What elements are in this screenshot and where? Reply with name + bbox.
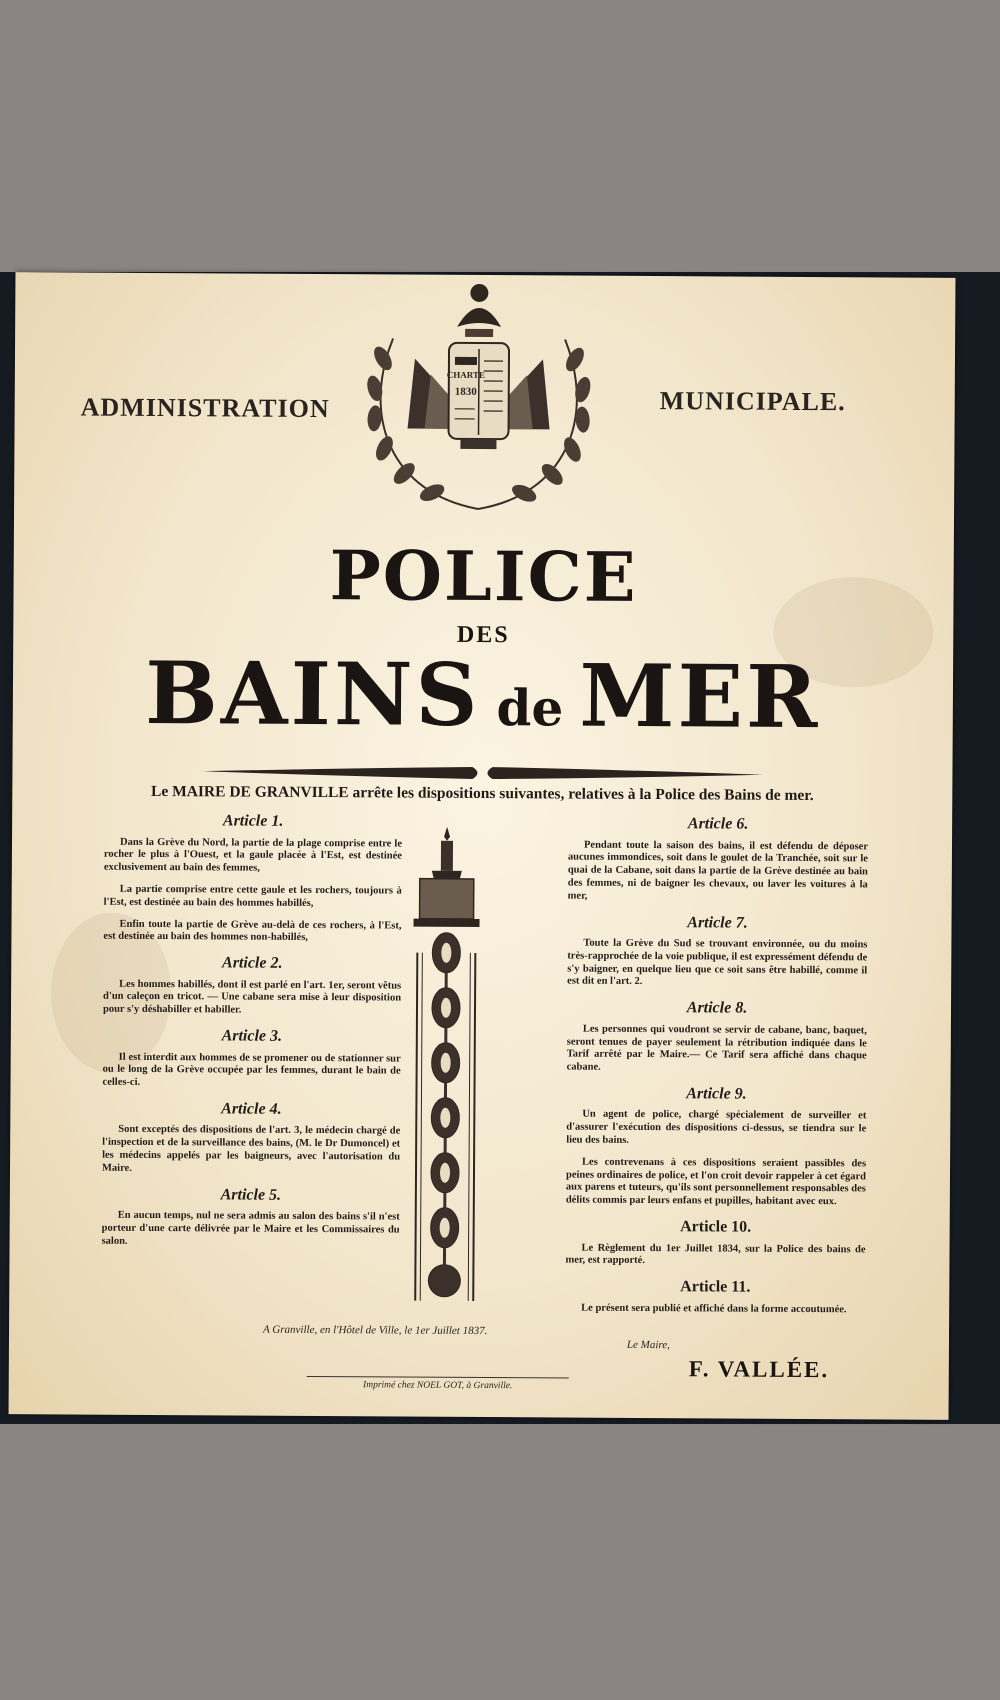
article-text: Enfin toute la partie de Grève au-delà de ces rochers, à l'Est, est destinée au bain des hommes non-habillés, (103, 918, 402, 944)
article-text: Un agent de police, chargé spécialement de surveiller et d'assurer l'exécution des dispositions ci-dessus, se tiendra sur le lieu des bains. (566, 1109, 867, 1146)
title-bains-de-mer (13, 642, 954, 749)
article-3 (103, 1026, 401, 1092)
title-mer: MER (579, 645, 821, 749)
article-title: Article 3. (221, 1027, 283, 1045)
printer-credit: Imprimé chez NOEL GOT, à Granville. (363, 1380, 513, 1392)
article-text: Le Règlement du 1er Juillet 1834, sur la Police des bains de mer, est rapporté. (565, 1242, 866, 1267)
title-des: DES (456, 621, 510, 649)
article-2 (103, 953, 401, 1019)
article-text: Les personnes qui voudront se servir de cabane, banc, baquet, seront tenues de payer seulement la rétribution indiquée dans le Tarif arrêté par le Maire.— Ce Tarif sera affiché dans chaque cabane. (566, 1023, 867, 1073)
article-8 (567, 998, 867, 1077)
article-text: Il est interdit aux hommes de se promener ou de stationner sur ou le long de la Grève occupée par les femmes, durant le bain de celles-ci. (102, 1051, 401, 1089)
article-text: Les hommes habillés, dont il est parlé en l'art. 1er, seront vêtus d'un caleçon en tricot. — Une cabane sera mise à leur disposition pour s'y déshabiller et habiller. (102, 978, 402, 1016)
intro-text: Le MAIRE DE GRANVILLE arrête les dispositions suivantes, relatives à la Police des Bains de mer. (150, 782, 814, 805)
header-right: MUNICIPALE. (659, 386, 846, 417)
column-ornament-icon (407, 823, 484, 1303)
article-title: Article 7. (687, 913, 748, 932)
article-text: Dans la Grève du Nord, la partie de la plage comprise entre le rocher le plus à l'Ouest, et la gaule placée à l'Est, est destinée exclusivement au bain des femmes, (103, 836, 403, 874)
article-title: Article 10. (680, 1218, 752, 1236)
article-text: En aucun temps, nul ne sera admis au salon des bains s'il n'est porteur d'une carte délivrée par le Maire et les Commissaires du salon. (101, 1209, 400, 1247)
article-text: La partie comprise entre cette gaule et les rochers, toujours à l'Est, est destinée au bain des hommes habillés, (103, 883, 402, 909)
crest-tablet-text: CHARTE (446, 369, 486, 381)
article-title: Article 11. (680, 1278, 751, 1296)
article-9 (566, 1083, 867, 1209)
poster (9, 272, 956, 1420)
article-5 (102, 1184, 400, 1250)
left-column (101, 807, 402, 1259)
signature: F. VALLÉE. (688, 1356, 830, 1383)
article-1 (103, 811, 402, 946)
article-11 (565, 1277, 865, 1317)
article-title: Article 4. (221, 1100, 282, 1118)
article-7 (567, 912, 867, 991)
article-10 (565, 1217, 865, 1270)
title-police: POLICE (329, 536, 638, 618)
right-column (565, 810, 868, 1326)
article-text: Les contrevenans à ces dispositions seraient passibles des peines ordinaires de police, et l'on croit devoir rappeler à cet égard aux parens et tuteurs, qu'ils sont personnellement responsables des délits commis par leurs enfans et pupilles, habitant avec eux. (565, 1156, 867, 1208)
header-left: ADMINISTRATION (80, 392, 330, 424)
title-bains: BAINS (144, 642, 481, 746)
article-title: Article 5. (220, 1186, 282, 1204)
article-6 (568, 814, 869, 905)
article-title: Article 9. (686, 1085, 747, 1103)
article-4 (102, 1099, 400, 1178)
place-and-date: A Granville, en l'Hôtel de Ville, le 1er Juillet 1837. (263, 1323, 488, 1338)
article-title: Article 1. (222, 812, 284, 830)
crest-emblem (352, 278, 605, 520)
title-de: de (496, 678, 564, 738)
article-title: Article 8. (686, 999, 748, 1017)
article-text: Le présent sera publié et affiché dans la forme accoutumée. (581, 1302, 847, 1315)
ornamental-divider (202, 761, 762, 784)
article-text: Toute la Grève du Sud se trouvant environnée, ou du moins très-rapprochée de la voie publique, il est expressément défendu de s'y baigner, en quelque lieu que ce soit sans être habillé, comme il est dit en l'art. 2. (567, 937, 868, 988)
article-title: Article 2. (222, 954, 283, 972)
article-text: Pendant toute la saison des bains, il est défendu de déposer aucunes immondices, soit dans le goulet de la Tranchée, soit sur le quai de la Cabane, soit dans la partie de la Grève destinée au bain des femmes, ni de baigner les chevaux, ou laver les voitures à la mer, (567, 839, 869, 902)
article-title: Article 6. (687, 815, 749, 833)
printer-rule (307, 1376, 569, 1379)
article-text: Sont exceptés des dispositions de l'art. 3, le médecin chargé de l'inspection et de la surveillance des bains, (M. le Dr Dumoncel) et les médecins appelés par les baigneurs, avec l'autorisation du Maire. (101, 1124, 401, 1174)
signer-role: Le Maire, (626, 1338, 670, 1352)
crest-year: 1830 (454, 385, 477, 398)
